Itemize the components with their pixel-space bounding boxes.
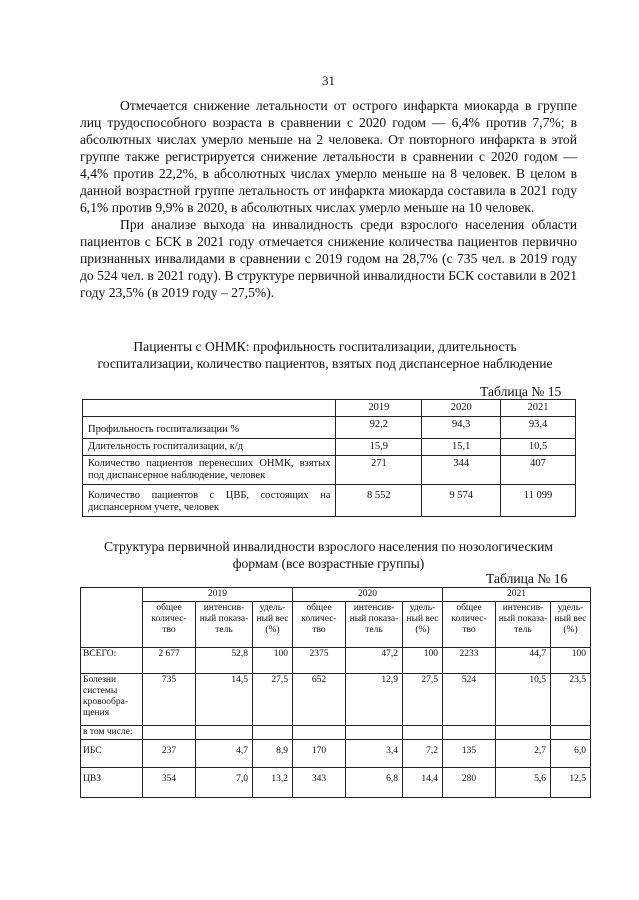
year-header: 2021 — [443, 588, 591, 602]
table-cell: 23,5 — [551, 674, 591, 726]
subheader-cell: интенсив-ный показа-тель — [346, 602, 403, 648]
table-cell: 3,4 — [346, 740, 403, 768]
table16-number: Таблица № 16 — [486, 571, 568, 586]
table-cell: 2375 — [293, 648, 346, 674]
paragraph: Отмечается снижение летальности от острого инфаркта миокарда в группе лиц трудоспособного возраста в сравнении с 2020 годом — 6,4% против 7,7%; в абсолютных числах умерло меньше на 2 человека. От повторного инфаркта в этой группе также регистрируется снижение летальности в сравнении с 2020 годом — 4,4% против 22,2%, в абсолютных числах умерло меньше на 8 человек. В целом в данной возрастной группе летальность от инфаркта миокарда составила в 2021 году 6,1% против 9,9% в 2020, в абсолютных числах умерло меньше на 10 человек. — [80, 98, 577, 215]
table-cell: 92,2 — [336, 417, 422, 439]
table-cell: 100 — [403, 648, 443, 674]
table-header-cell — [83, 400, 336, 417]
table-cell: 6,8 — [346, 768, 403, 798]
table-row — [81, 726, 591, 740]
table-cell: 15,9 — [336, 439, 422, 456]
table-cell — [443, 726, 496, 740]
table-cell: 2 677 — [143, 648, 196, 674]
subheader-row — [81, 602, 591, 648]
year-header: 2019 — [143, 588, 293, 602]
table-row — [81, 674, 591, 726]
table-cell: 12,5 — [551, 768, 591, 798]
table-cell: 12,9 — [346, 674, 403, 726]
subheader-cell: удель-ный вес (%) — [253, 602, 293, 648]
table-cell: 52,8 — [196, 648, 253, 674]
paragraph: При анализе выхода на инвалидность среди взрослого населения области пациентов с БСК в 2021 году отмечается снижение количества пациентов первично признанных инвалидами в сравнении с 2019 годом на 28,7% (с 735 чел. в 2019 году до 524 чел. в 2021 году). В структуре первичной инвалидности БСК составили в 2021 году 23,5% (в 2019 году – 27,5%). — [80, 217, 577, 300]
table-cell: 2233 — [443, 648, 496, 674]
table16-caption: Структура первичной инвалидности взрослого населения по нозологическим формам (все возрастные группы) — [104, 539, 553, 571]
table-cell: 2,7 — [496, 740, 551, 768]
table-cell — [196, 726, 253, 740]
year-header: 2020 — [293, 588, 443, 602]
year-header: 2019 — [336, 400, 422, 417]
subheader-cell: общее количес-тво — [443, 602, 496, 648]
table-cell: 94,3 — [422, 417, 501, 439]
table-cell: 271 — [336, 456, 422, 485]
subheader-cell: удель-ный вес (%) — [403, 602, 443, 648]
table-cell — [551, 726, 591, 740]
table-row — [81, 768, 591, 798]
subheader-cell: удель-ный вес (%) — [551, 602, 591, 648]
table-row — [83, 485, 576, 517]
table-row — [83, 417, 576, 439]
table-cell: 280 — [443, 768, 496, 798]
row-label: ВСЕГО: — [81, 648, 143, 674]
table-cell: 6,0 — [551, 740, 591, 768]
table-cell: 44,7 — [496, 648, 551, 674]
table-row — [81, 648, 591, 674]
table-cell — [403, 726, 443, 740]
subheader-cell: общее количес-тво — [143, 602, 196, 648]
row-label: в том числе: — [81, 726, 143, 740]
table-cell: 27,5 — [253, 674, 293, 726]
subheader-cell: общее количес-тво — [293, 602, 346, 648]
table-cell: 8 552 — [336, 485, 422, 517]
table-cell: 10,5 — [496, 674, 551, 726]
table-row — [83, 456, 576, 485]
table-cell: 10,5 — [501, 439, 576, 456]
table-cell: 5,6 — [496, 768, 551, 798]
body-text — [80, 97, 577, 301]
table-row — [83, 439, 576, 456]
table-cell: 652 — [293, 674, 346, 726]
subheader-cell: интенсив-ный показа-тель — [196, 602, 253, 648]
row-label: Количество пациентов перенесших ОНМК, взятых под диспансерное наблюдение, человек — [83, 456, 336, 485]
table-16 — [80, 587, 591, 798]
table-cell: 170 — [293, 740, 346, 768]
row-label: ИБС — [81, 740, 143, 768]
table-cell: 15,1 — [422, 439, 501, 456]
table-cell: 524 — [443, 674, 496, 726]
row-label: ЦВЗ — [81, 768, 143, 798]
year-header: 2021 — [501, 400, 576, 417]
table-cell: 100 — [551, 648, 591, 674]
table-cell: 7,2 — [403, 740, 443, 768]
table-cell: 354 — [143, 768, 196, 798]
table-cell: 8,9 — [253, 740, 293, 768]
table-cell — [496, 726, 551, 740]
table-cell: 343 — [293, 768, 346, 798]
table-cell: 237 — [143, 740, 196, 768]
row-label: Болезни системы кровообра-щения — [81, 674, 143, 726]
table-cell: 407 — [501, 456, 576, 485]
year-header: 2020 — [422, 400, 501, 417]
table-cell: 7,0 — [196, 768, 253, 798]
table-cell — [143, 726, 196, 740]
table15-caption: Пациенты с ОНМК: профильность госпитализации, длительность госпитализации, количество пациентов, взятых под диспансерное наблюдение — [97, 339, 553, 371]
table-cell: 11 099 — [501, 485, 576, 517]
table-cell: 135 — [443, 740, 496, 768]
table-header-row — [83, 400, 576, 417]
table-cell: 344 — [422, 456, 501, 485]
table-cell: 14,4 — [403, 768, 443, 798]
table-cell — [253, 726, 293, 740]
table-cell: 4,7 — [196, 740, 253, 768]
table15-number: Таблица № 15 — [480, 384, 562, 399]
table-header-cell — [81, 588, 143, 648]
year-header-row — [81, 588, 591, 602]
table-cell: 47,2 — [346, 648, 403, 674]
table-cell — [293, 726, 346, 740]
table-cell: 100 — [253, 648, 293, 674]
table-15 — [82, 399, 576, 517]
row-label: Количество пациентов с ЦВБ, состоящих на диспансерном учете, человек — [83, 485, 336, 517]
table-cell: 14,5 — [196, 674, 253, 726]
table-cell: 9 574 — [422, 485, 501, 517]
table-cell: 27,5 — [403, 674, 443, 726]
table-cell — [346, 726, 403, 740]
table-cell: 93,4 — [501, 417, 576, 439]
table-row — [81, 740, 591, 768]
table-cell: 13,2 — [253, 768, 293, 798]
subheader-cell: интенсив-ный показа-тель — [496, 602, 551, 648]
row-label: Профильность госпитализации % — [83, 417, 336, 439]
table-cell: 735 — [143, 674, 196, 726]
row-label: Длительность госпитализации, к/д — [83, 439, 336, 456]
page-number: 31 — [322, 73, 335, 88]
